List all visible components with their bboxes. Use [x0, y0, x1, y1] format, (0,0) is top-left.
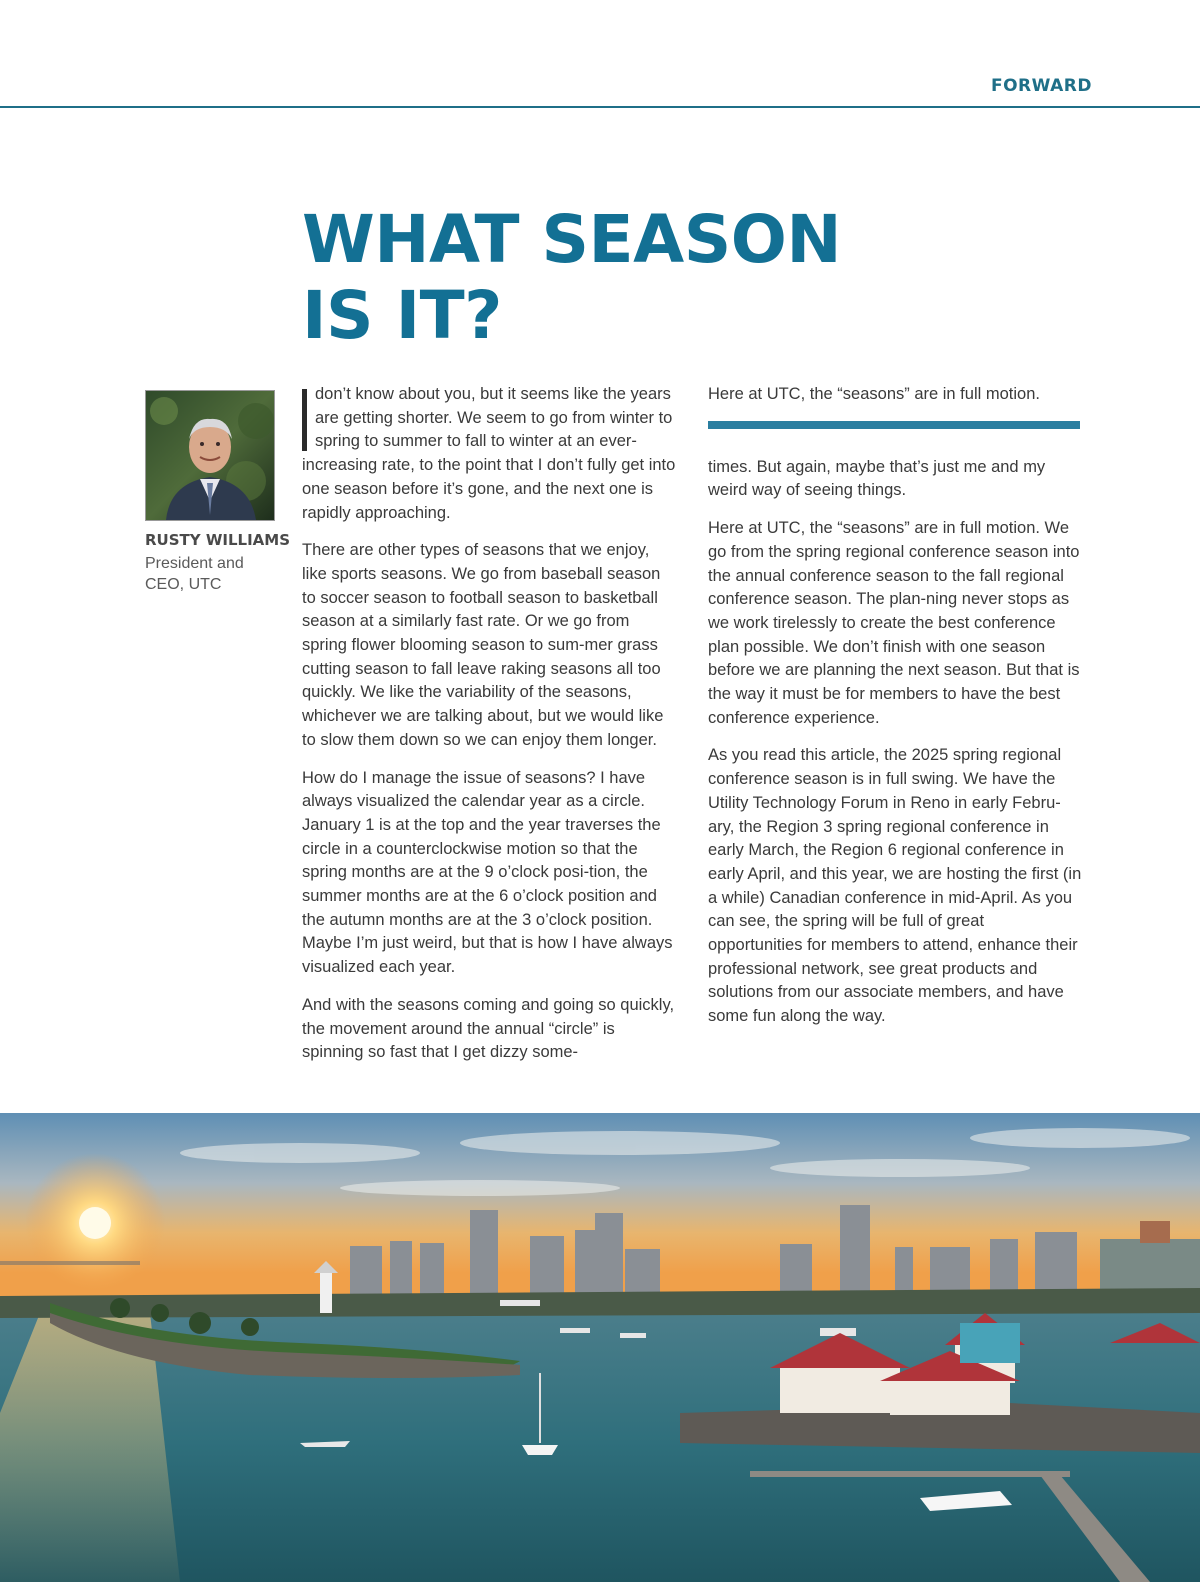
section-label: FORWARD — [990, 76, 1092, 96]
header-rule — [0, 106, 1200, 108]
article-title — [302, 202, 862, 354]
dropcap-i — [302, 389, 307, 451]
pull-quote: Here at UTC, the “seasons” are in full motion. — [708, 385, 1040, 403]
author-role-line-1: President and — [145, 555, 244, 572]
paragraph: And with the seasons coming and going so quickly, the movement around the annual “circle” is spinning so fast that I get dizzy some- — [302, 995, 675, 1062]
paragraph: Here at UTC, the “seasons” are in full motion. We go from the spring regional conference season into the annual conference season to the fall regional conference season. The plan-ning never stops as we work tirelessly to create the best conference plan possible. We don’t finish with one season before we are planning the next season. But that is the way it must be for members to have the best conference experience. — [708, 519, 1080, 727]
article-column-right — [708, 383, 1083, 1043]
author-name: RUSTY WILLIAMS — [145, 531, 291, 549]
paragraph: times. But again, maybe that’s just me and my weird way of seeing things. — [708, 457, 1046, 500]
title-line-2: IS IT? — [302, 277, 502, 354]
paragraph: There are other types of seasons that we enjoy, like sports seasons. We go from baseball season to soccer season to football season to basketball season at a similarly fast rate. Or we go from spring flower blooming season to sum-mer grass cutting season to fall leave raking seasons all too quickly. We like the variability of the seasons, whichever we are talking about, but we would like to slow them down so we can enjoy them longer. — [302, 541, 664, 749]
title-line-1: WHAT SEASON — [302, 201, 842, 278]
harbor-sunset-photo — [0, 1113, 1200, 1582]
paragraph: As you read this article, the 2025 spring regional conference season is in full swing. We have the Utility Technology Forum in Reno in early Febru-ary, the Region 3 spring regional conference in early March, the Region 6 regional conference in early April, and this year, we are hosting the first (in a while) Canadian conference in mid-April. As you can see, the spring will be full of great opportunities for members to attend, enhance their professional network, see great products and solutions from our associate members, and have some fun along the way. — [708, 746, 1082, 1026]
author-portrait — [145, 390, 275, 521]
author-role-line-2: CEO, UTC — [145, 576, 222, 593]
paragraph-text: don’t know about you, but it seems like the years are getting shorter. We seem to go from winter to spring to summer to fall to winter at an ever-increasing rate, to the point that I don’t fully get into one season before it’s gone, and the next one is rapidly approaching. — [302, 385, 676, 522]
author-role — [145, 553, 275, 595]
paragraph: How do I manage the issue of seasons? I have always visualized the calendar year as a circle. January 1 is at the top and the year traverses the circle in a counterclockwise motion so that the spring months are at the 9 o’clock posi-tion, the summer months are at the 6 o’clock position and the autumn months are at the 3 o’clock position. Maybe I’m just weird, but that is how I have always visualized each year. — [302, 768, 673, 977]
paragraph — [302, 383, 677, 525]
pull-quote-rule — [708, 421, 1080, 429]
article-column-left — [302, 383, 677, 1079]
